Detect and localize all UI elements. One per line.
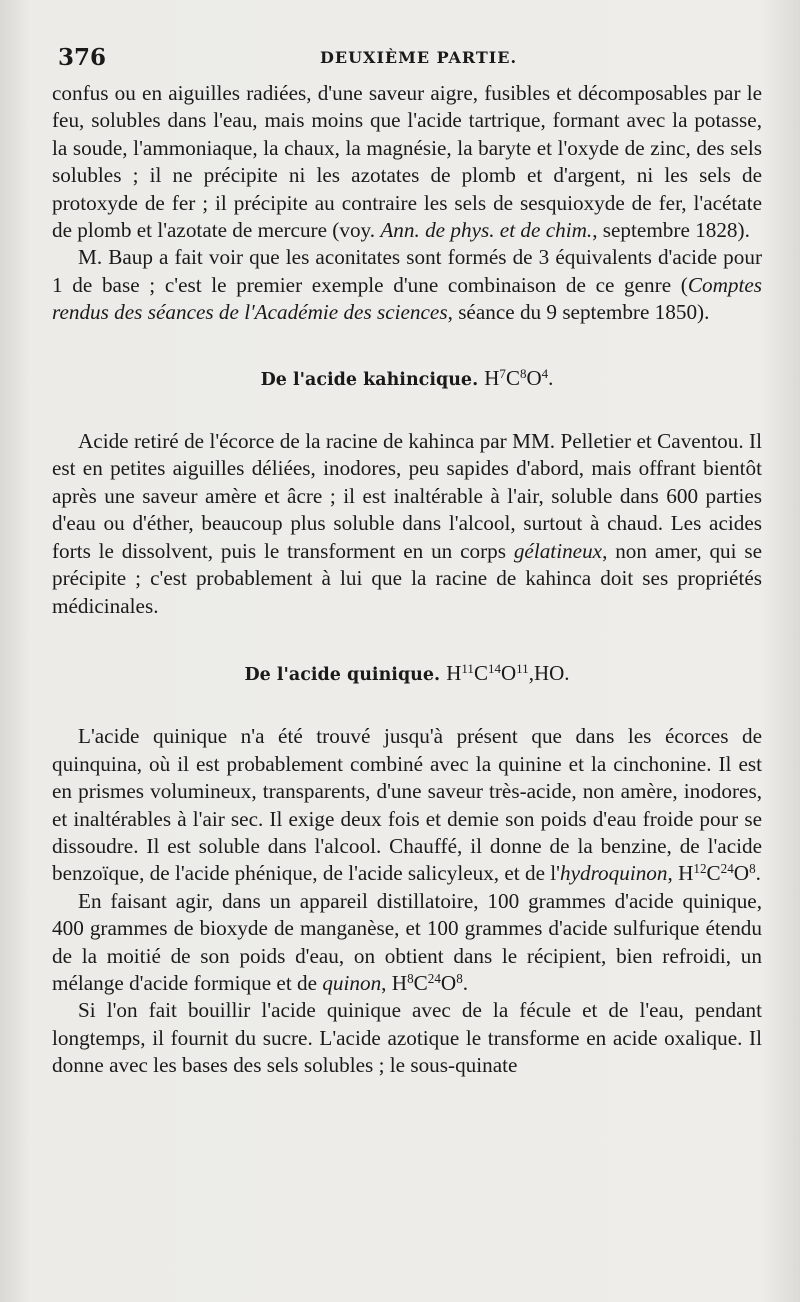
paragraph-text: M. Baup a fait voir que les aconitates sont formés de 3 équivalents d'acide pour 1 de base ; c'est le premier exemple d'une combinaison de ce genre ( [52,245,762,297]
chemical-formula: $H^7C^8O^4$. [484,365,554,390]
emphasis: hydroquinon [559,861,668,886]
running-head: DEUXIÈME PARTIE. [320,48,518,67]
paragraph-quinique: L'acide quinique n'a été trouvé jusqu'à présent que dans les écorces de quinquina, où il est probablement combiné avec la quinine et la cinchonine. Il est en prismes volumineux, transparents, d'une saveur très-acide, non amère, inodores, et inaltérables à l'air sec. Il exige deux fois et demie son poids d'eau froide pour se dissoudre. Il est soluble dans l'alcool. Chauffé, il donne de la benzine, de l'acide benzoïque, de l'acide phénique, de l'acide salicyleux, et de l'hydroquinon, $H^{12}C^{24}O^8$. [52,724,762,886]
section-title-kahincique [52,365,762,394]
page-number: 376 [58,44,107,71]
paragraph-text: Acide retiré de l'écorce de la racine de kahinca par MM. Pelletier et Caventou. Il est en petites aiguilles déliées, inodores, peu sapides d'abord, mais offrant bientôt après une saveur amère et âcre ; il est inaltérable à l'air, soluble dans 600 parties d'eau ou d'éther, beaucoup plus soluble dans l'alcool, surtout à chaud. Les acides forts le dissolvent, puis le transforment en un corps [52,429,762,563]
paragraph-aconitates-continued [52,80,762,244]
paragraph-baup [52,244,762,326]
section-title-quinique [52,660,762,689]
chemical-formula: $H^{11}C^{14}O^{11},HO$. [446,660,570,685]
journal-reference: Comptes rendus des séances de l'Académie des sciences [52,272,762,325]
paragraph-text: , séance du 9 septembre 1850). [447,300,710,325]
paragraph-text: L'acide quinique n'a été trouvé jusqu'à présent que dans les écorces de quinquina, où il est probablement combiné avec la quinine et la cinchonine. Il est en prismes volumineux, transparents, d'une saveur très-acide, non amère, inodores, et inaltérables à l'air sec. Il exige deux fois et demie son poids d'eau froide pour se dissoudre. Il est soluble dans l'alcool. Chauffé, il donne de la benzine, de l'acide benzoïque, de l'acide phénique, de l'acide salicyleux, et de l' [52,724,762,886]
paragraph-text: En faisant agir, dans un appareil distillatoire, 100 grammes d'acide quinique, 400 grammes de bioxyde de manganèse, et 100 grammes d'acide sulfurique étendu de la moitié de son poids d'eau, on obtient dans le récipient, bien refroidi, un mélange d'acide formique et de [52,888,762,995]
paragraph-kahincique [52,428,762,620]
emphasis: gélatineux [513,538,603,563]
section-title-text: De l'acide quinique. [244,664,441,685]
page-header [58,44,760,74]
paragraph-sucre: Si l'on fait bouillir l'acide quinique avec de la fécule et de l'eau, pendant longtemps, il fournit du sucre. L'acide azotique le transforme en acide oxalique. Il donne avec les bases des sels solubles ; le sous-quinate [52,998,762,1078]
paragraph-text: , non amer, qui se précipite ; c'est probablement à lui que la racine de kahinca doit ses propriétés médicinales. [52,538,763,618]
paragraph-text: , septembre 1828). [592,218,750,243]
section-title-text: De l'acide kahincique. [260,369,479,390]
paragraph-distillation: En faisant agir, dans un appareil distillatoire, 100 grammes d'acide quinique, 400 grammes de bioxyde de manganèse, et 100 grammes d'acide sulfurique étendu de la moitié de son poids d'eau, on obtient dans le récipient, bien refroidi, un mélange d'acide formique et de quinon, $H^8C^{24}O^8$. [52,888,762,995]
journal-reference: Ann. de phys. et de chim. [380,218,593,243]
emphasis: quinon [322,970,382,995]
body-text [52,80,762,1080]
paragraph-text: confus ou en aiguilles radiées, d'une saveur aigre, fusibles et décomposables par le feu, solubles dans l'eau, mais moins que l'acide tartrique, formant avec la potasse, la soude, l'ammoniaque, la chaux, la magnésie, la baryte et l'oxyde de zinc, des sels solubles ; il ne précipite ni les azotates de plomb et d'argent, ni les sels de protoxyde de fer ; il précipite au contraire les sels de sesquioxyde de fer, l'acétate de plomb et l'azotate de mercure (voy. [52,81,762,243]
